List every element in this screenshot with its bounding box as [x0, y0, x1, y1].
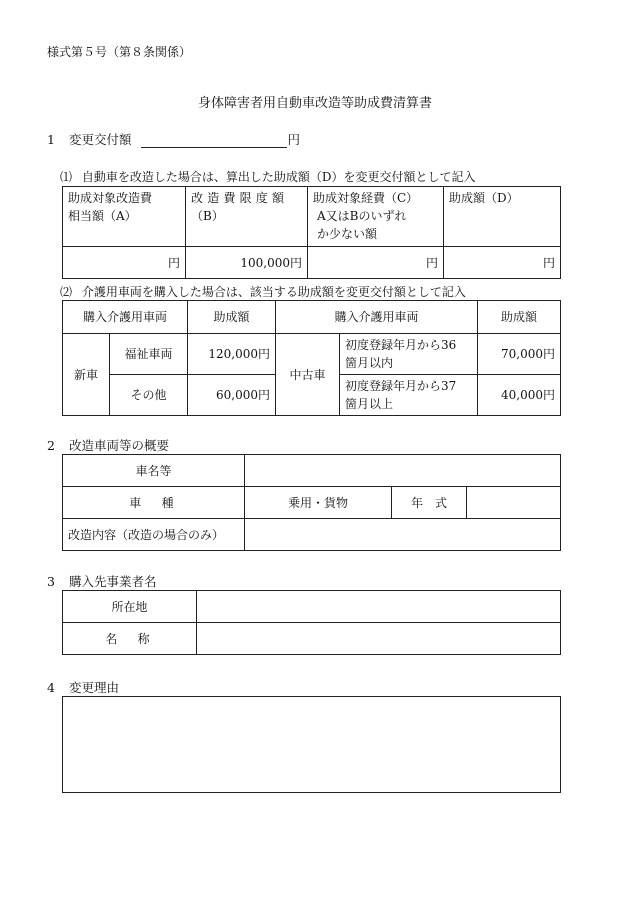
welfare-vehicle-amount: 120,000円	[188, 334, 276, 375]
used-car-label: 中古車	[276, 334, 340, 416]
car-type-value[interactable]: 乗用・貨物	[245, 487, 392, 519]
modification-label: 改造内容（改造の場合のみ）	[63, 519, 245, 551]
header-a: 助成対象改造費 相当額（A）	[63, 187, 186, 247]
subsection-2-heading: ⑵ 介護用車両を購入した場合は、該当する助成額を変更交付額として記入	[60, 285, 466, 299]
dealer-name-label: 名 称	[63, 623, 197, 655]
year-label: 年 式	[392, 487, 467, 519]
other-vehicle-label: その他	[110, 375, 188, 416]
modification-field[interactable]	[245, 519, 561, 551]
new-car-label: 新車	[63, 334, 110, 416]
change-amount-field[interactable]	[141, 133, 287, 148]
address-field[interactable]	[197, 591, 561, 623]
header-d: 助成額（D）	[444, 187, 561, 247]
section-2-heading: 2 改造車両等の概要	[47, 438, 169, 453]
welfare-vehicle-label: 福祉車両	[110, 334, 188, 375]
section-4-heading: 4 変更理由	[47, 680, 119, 695]
section-3-heading: 3 購入先事業者名	[47, 574, 157, 589]
header-amount: 助成額	[188, 301, 276, 334]
address-label: 所在地	[63, 591, 197, 623]
used-36-amount: 70,000円	[478, 334, 561, 375]
vehicle-purchase-table	[62, 300, 561, 416]
section-1-heading: 1 変更交付額 円	[47, 132, 300, 147]
change-reason-field[interactable]	[62, 696, 561, 793]
vehicle-overview-table	[62, 454, 561, 551]
year-field[interactable]	[467, 487, 561, 519]
car-type-label: 車 種	[63, 487, 245, 519]
other-vehicle-amount: 60,000円	[188, 375, 276, 416]
car-name-label: 車名等	[63, 455, 245, 487]
header-amount-2: 助成額	[478, 301, 561, 334]
value-c[interactable]: 円	[308, 247, 444, 279]
dealer-name-field[interactable]	[197, 623, 561, 655]
modification-table	[62, 186, 561, 279]
value-b: 100,000円	[186, 247, 308, 279]
value-a[interactable]: 円	[63, 247, 186, 279]
header-b: 改造費限度額 （B）	[186, 187, 308, 247]
page-title: 身体障害者用自動車改造等助成費清算書	[197, 96, 432, 111]
dealer-table	[62, 590, 561, 655]
car-name-field[interactable]	[245, 455, 561, 487]
header-c: 助成対象経費（C） A又はBのいずれ か少ない額	[308, 187, 444, 247]
condition-37-months: 初度登録年月から37 箇月以上	[340, 375, 478, 416]
value-d[interactable]: 円	[444, 247, 561, 279]
used-37-amount: 40,000円	[478, 375, 561, 416]
condition-36-months: 初度登録年月から36 箇月以内	[340, 334, 478, 375]
header-vehicle-2: 購入介護用車両	[276, 301, 478, 334]
form-number: 様式第５号（第８条関係）	[47, 45, 192, 59]
header-vehicle: 購入介護用車両	[63, 301, 188, 334]
subsection-1-heading: ⑴ 自動車を改造した場合は、算出した助成額（D）を変更交付額として記入	[60, 170, 476, 184]
